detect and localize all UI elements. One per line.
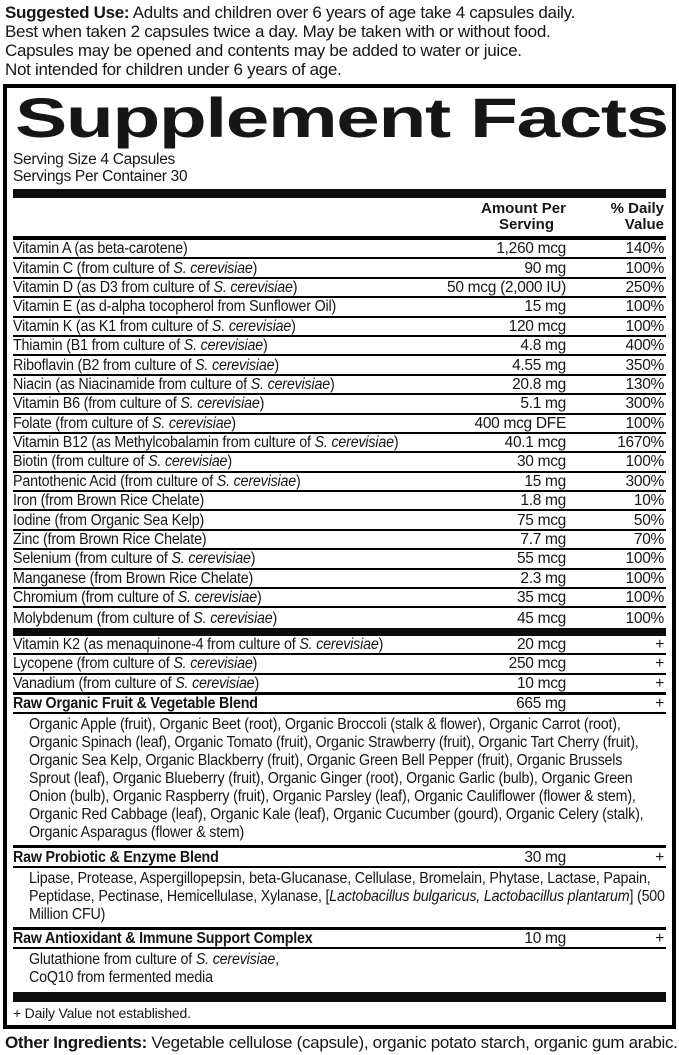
column-headers (13, 198, 666, 236)
nutrient-row-zinc (13, 531, 666, 550)
nutrient-dv: 140% (625, 240, 664, 258)
nutrient-amount: 45 mcg (516, 609, 566, 627)
nutrient-name: Vitamin E (as d-alpha tocopherol from Sunflower Oil) (13, 298, 337, 316)
blend-row-fruit-vegetable (13, 694, 666, 714)
nutrient-name: Molybdenum (from culture of S. cerevisiae) (13, 609, 278, 627)
nutrient-name: Iron (from Brown Rice Chelate) (13, 492, 205, 510)
supplement-facts-panel (3, 84, 676, 1029)
nutrient-amount: 15 mg (524, 472, 566, 490)
nutrient-row-vitamin-c (13, 259, 666, 278)
nutrient-dv: 100% (625, 589, 664, 607)
nutrient-amount: 20 mcg (516, 636, 566, 653)
nutrient-dv: 300% (625, 472, 664, 490)
nutrient-row-pantothenic-acid (13, 473, 666, 492)
blend-amount: 665 mg (516, 695, 566, 713)
nutrient-row-manganese (13, 570, 666, 589)
percent-daily-value-header: % Daily Value (610, 200, 664, 233)
nutrient-row-vitamin-a (13, 240, 666, 259)
nutrient-dv: 300% (625, 395, 664, 413)
nutrient-row-vitamin-e (13, 298, 666, 317)
nutrient-name: Iodine (from Organic Sea Kelp) (13, 511, 205, 529)
nutrient-name: Pantothenic Acid (from culture of S. cerevisiae) (13, 472, 301, 490)
blend-amount: 30 mg (524, 848, 566, 866)
other-ingredients-label: Other Ingredients: (5, 1033, 147, 1053)
nutrient-row-vitamin-k2 (13, 636, 666, 655)
suggested-use-line: Capsules may be opened and contents may be added to water or juice. (5, 41, 522, 60)
suggested-use-line: Not intended for children under 6 years of age. (5, 60, 342, 79)
nutrient-amount: 250 mcg (508, 655, 566, 673)
nutrient-row-riboflavin (13, 356, 666, 375)
blend-dv: + (655, 695, 664, 713)
nutrient-dv: 350% (625, 356, 664, 374)
amount-per-serving-header: Amount Per Serving (480, 200, 566, 233)
nutrient-dv: 400% (625, 337, 664, 355)
nutrient-row-selenium (13, 550, 666, 569)
nutrient-name: Vitamin B6 (from culture of S. cerevisiae) (13, 395, 265, 413)
daily-value-footnote: + Daily Value not established. (13, 1005, 191, 1022)
nutrient-dv: 100% (625, 609, 664, 627)
nutrient-dv: 1670% (617, 434, 664, 452)
nutrient-name: Thiamin (B1 from culture of S. cerevisiae) (13, 337, 268, 355)
panel-title: Supplement Facts (15, 86, 668, 149)
nutrient-amount: 75 mcg (516, 511, 566, 529)
nutrient-amount: 2.3 mg (520, 569, 566, 587)
nutrient-row-lycopene (13, 655, 666, 674)
nutrient-amount: 30 mcg (516, 453, 566, 471)
nutrient-row-thiamin (13, 337, 666, 356)
nutrient-amount: 90 mg (524, 259, 566, 277)
blend-row-probiotic-enzyme (13, 847, 666, 867)
nutrient-dv: + (655, 674, 664, 692)
nutrient-name: Chromium (from culture of S. cerevisiae) (13, 589, 262, 607)
nutrient-dv: 250% (625, 278, 664, 296)
serving-size: Serving Size 4 Capsules (13, 151, 175, 168)
nutrient-dv: + (655, 655, 664, 673)
blend-ingredients-antioxidant-immune: Glutathione from culture of S. cerevisiae, CoQ10 from fermented media (29, 951, 279, 987)
nutrient-amount: 4.55 mg (512, 356, 566, 374)
nutrient-amount: 7.7 mg (520, 531, 566, 549)
suggested-use-line: Best when taken 2 capsules twice a day. May be taken with or without food. (5, 22, 551, 41)
nutrient-name: Vitamin D (as D3 from culture of S. cerevisiae) (13, 278, 298, 296)
blend-row-antioxidant-immune (13, 929, 666, 949)
nutrient-row-chromium (13, 589, 666, 608)
nutrient-dv: 10% (633, 492, 664, 510)
blend-amount: 10 mg (524, 929, 566, 947)
nutrient-dv: 100% (625, 317, 664, 335)
nutrient-row-iodine (13, 511, 666, 530)
nutrient-row-vitamin-b12 (13, 434, 666, 453)
nutrient-row-biotin (13, 453, 666, 472)
nutrient-dv: + (655, 636, 664, 653)
nutrient-amount: 5.1 mg (520, 395, 566, 413)
nutrient-name: Vanadium (from culture of S. cerevisiae) (13, 674, 260, 692)
nutrient-amount: 55 mcg (516, 550, 566, 568)
nutrient-amount: 15 mg (524, 298, 566, 316)
nutrient-amount: 40.1 mcg (504, 434, 566, 452)
nutrient-amount: 20.8 mg (512, 375, 566, 393)
nutrient-dv: 100% (625, 569, 664, 587)
nutrient-name: Lycopene (from culture of S. cerevisiae) (13, 655, 258, 673)
divider-bar-thick (13, 628, 666, 636)
blend-dv: + (655, 848, 664, 866)
nutrient-row-niacin (13, 376, 666, 395)
nutrient-amount: 1,260 mcg (496, 240, 566, 258)
nutrient-amount: 50 mcg (2,000 IU) (447, 278, 566, 296)
nutrient-name: Selenium (from culture of S. cerevisiae) (13, 550, 256, 568)
suggested-use-label: Suggested Use: (5, 3, 130, 22)
nutrient-amount: 10 mcg (516, 674, 566, 692)
blend-ingredients-fruit-vegetable: Organic Apple (fruit), Organic Beet (root), Organic Broccoli (stalk & flower), Organic Carrot (root), Organic Spinach (leaf), Organic Tomato (fruit), Organic Strawberry (fruit), Organic Tart Cherry (fruit), Organic Sea Kelp, Organic Blackberry (fruit), Organic Green Bell Pepper (fruit), Organic Brussels Sprout (leaf), Organic Blueberry (fruit), Organic Ginger (root), Organic Garlic (bulb), Organic Green Onion (bulb), Organic Raspberry (fruit), Organic Parsley (leaf), Organic Cauliflower (flower & stem), Organic Red Cabbage (leaf), Organic Kale (leaf), Organic Cucumber (gourd), Organic Celery (stalk), Organic Asparagus (flower & stem) (13, 714, 666, 847)
blend-name: Raw Antioxidant & Immune Support Complex (13, 929, 313, 947)
nutrient-name: Vitamin K (as K1 from culture of S. cerevisiae) (13, 317, 296, 335)
nutrient-dv: 100% (625, 453, 664, 471)
nutrient-name: Manganese (from Brown Rice Chelate) (13, 569, 254, 587)
nutrient-name: Vitamin A (as beta-carotene) (13, 240, 188, 258)
nutrient-row-molybdenum (13, 608, 666, 627)
nutrient-row-vitamin-k (13, 318, 666, 337)
other-ingredients (0, 1029, 679, 1055)
blend-dv: + (655, 929, 664, 947)
nutrient-name: Zinc (from Brown Rice Chelate) (13, 531, 207, 549)
nutrient-name: Folate (from culture of S. cerevisiae) (13, 414, 236, 432)
nutrient-row-iron (13, 492, 666, 511)
nutrient-amount: 35 mcg (516, 589, 566, 607)
nutrient-dv: 70% (633, 531, 664, 549)
nutrient-row-vitamin-d (13, 279, 666, 298)
suggested-use-line-text: Adults and children over 6 years of age take 4 capsules daily. (129, 3, 576, 22)
nutrient-row-folate (13, 415, 666, 434)
nutrient-amount: 1.8 mg (520, 492, 566, 510)
nutrient-dv: 130% (625, 375, 664, 393)
suggested-use-line (5, 3, 673, 22)
nutrient-name: Biotin (from culture of S. cerevisiae) (13, 453, 232, 471)
nutrient-dv: 100% (625, 550, 664, 568)
blend-ingredients-probiotic-enzyme: Lipase, Protease, Aspergillopepsin, beta-Glucanase, Cellulase, Bromelain, Phytase, Lactase, Papain, Peptidase, Pectinase, Hemicellulase, Xylanase, [Lactobacillus bulgaricus, Lactobacillus plantarum] (500 Million CFU) (13, 868, 666, 929)
nutrient-row-vitamin-b6 (13, 395, 666, 414)
divider-bar-thick (13, 189, 666, 198)
nutrient-name: Vitamin C (from culture of S. cerevisiae) (13, 259, 258, 277)
nutrient-name: Vitamin K2 (as menaquinone-4 from culture of S. cerevisiae) (13, 636, 384, 653)
nutrient-amount: 120 mcg (508, 317, 566, 335)
nutrient-amount: 4.8 mg (520, 337, 566, 355)
nutrient-name: Riboflavin (B2 from culture of S. cerevisiae) (13, 356, 279, 374)
nutrient-name: Niacin (as Niacinamide from culture of S. cerevisiae) (13, 375, 335, 393)
nutrient-amount: 400 mcg DFE (474, 414, 566, 432)
divider-bar-thick (13, 992, 666, 1002)
servings-per-container: Servings Per Container 30 (13, 168, 188, 185)
blend-name: Raw Organic Fruit & Vegetable Blend (13, 695, 258, 713)
nutrient-dv: 100% (625, 259, 664, 277)
suggested-use-text (0, 0, 679, 84)
blend-name: Raw Probiotic & Enzyme Blend (13, 848, 219, 866)
nutrient-dv: 100% (625, 414, 664, 432)
nutrient-dv: 50% (633, 511, 664, 529)
nutrient-name: Vitamin B12 (as Methylcobalamin from culture of S. cerevisiae) (13, 434, 399, 452)
nutrient-row-vanadium (13, 675, 666, 694)
other-ingredients-text: Vegetable cellulose (capsule), organic potato starch, organic gum arabic. (146, 1033, 678, 1053)
nutrient-dv: 100% (625, 298, 664, 316)
